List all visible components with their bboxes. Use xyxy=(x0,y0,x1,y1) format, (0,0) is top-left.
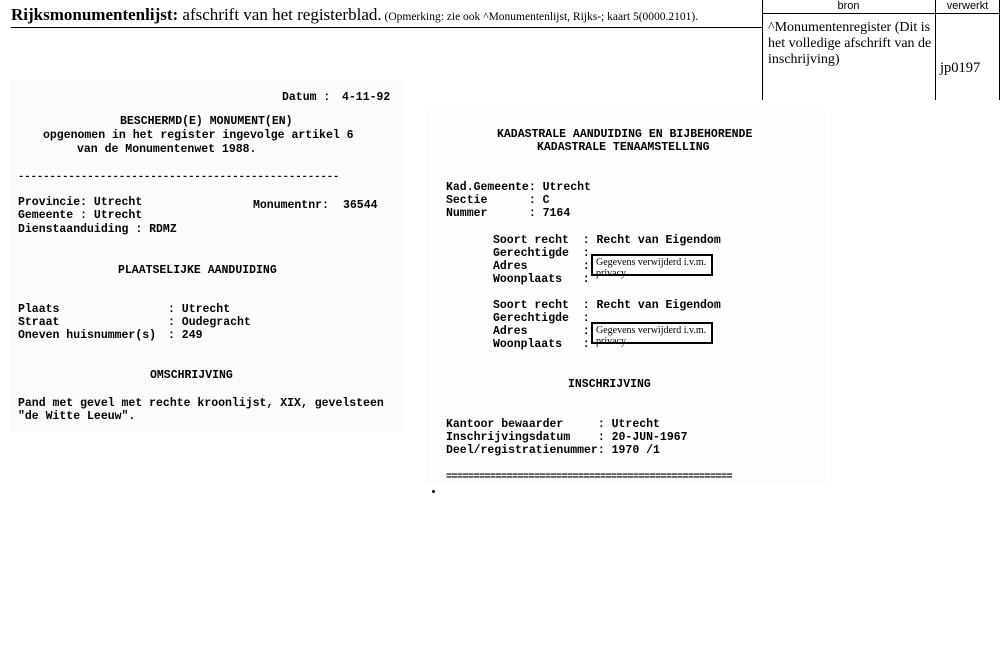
deel-registratienummer: Deel/registratienummer: 1970 /1 xyxy=(446,444,660,457)
kadastrale-heading-2: KADASTRALE TENAAMSTELLING xyxy=(537,141,710,154)
gemeente: Gemeente : Utrecht xyxy=(18,209,143,222)
straat-value: : Oudegracht xyxy=(168,316,251,329)
plaatselijke-heading: PLAATSELIJKE AANDUIDING xyxy=(118,264,277,277)
plaats-label: Plaats xyxy=(18,303,60,316)
right-separator: ==================================================== xyxy=(446,472,733,483)
left-heading-3: van de Monumentenwet 1988. xyxy=(77,143,257,156)
datum-value: 4-11-92 xyxy=(342,91,391,104)
huisnummer-value: : 249 xyxy=(168,329,203,342)
monumentnr-value: 36544 xyxy=(343,199,378,212)
left-heading-1: BESCHERMD(E) MONUMENT(EN) xyxy=(120,115,293,128)
nummer: Nummer : 7164 xyxy=(446,207,571,220)
sectie: Sectie : C xyxy=(446,194,550,207)
title-note: (Opmerking: zie ook ^Monumentenlijst, Rijks-; kaart 5(0000.2101). xyxy=(381,11,699,23)
soort-recht-1: Soort recht : Recht van Eigendom xyxy=(493,234,721,247)
gerechtigde-2: Gerechtigde : xyxy=(493,312,590,325)
privacy-redaction-1: Gegevens verwijderd i.v.m. privacy xyxy=(591,254,713,276)
provincie: Provincie: Utrecht xyxy=(18,196,143,209)
table-border-left xyxy=(762,0,763,100)
adres-2: Adres : xyxy=(493,325,590,338)
title-rest: afschrift van het registerblad. xyxy=(178,5,382,24)
adres-1: Adres : xyxy=(493,260,590,273)
omschrijving-line-1: Pand met gevel met rechte kroonlijst, XIX, gevelsteen xyxy=(18,397,384,410)
table-header-rule xyxy=(762,13,1000,14)
inschrijving-heading: INSCHRIJVING xyxy=(568,378,651,391)
woonplaats-2: Woonplaats : xyxy=(493,338,590,351)
bron-value: ^Monumentenregister (Dit is het volledige afschrift van de inschrijving) xyxy=(768,20,932,67)
monumentnr-label: Monumentnr: xyxy=(253,199,329,212)
plaats-value: : Utrecht xyxy=(168,303,231,316)
kadastrale-heading-1: KADASTRALE AANDUIDING EN BIJBEHORENDE xyxy=(497,128,753,141)
inschrijvingsdatum: Inschrijvingsdatum : 20-JUN-1967 xyxy=(446,431,688,444)
document-title xyxy=(11,5,698,25)
header-bron: bron xyxy=(837,0,860,12)
scan-speck xyxy=(432,490,435,493)
omschrijving-line-2: "de Witte Leeuw". xyxy=(18,410,136,423)
woonplaats-1: Woonplaats : xyxy=(493,273,590,286)
huisnummer-label: Oneven huisnummer(s) xyxy=(18,329,157,342)
privacy-redaction-2: Gegevens verwijderd i.v.m. privacy xyxy=(591,322,713,344)
soort-recht-2: Soort recht : Recht van Eigendom xyxy=(493,299,721,312)
title-underline xyxy=(11,27,763,28)
kantoor-bewaarder: Kantoor bewaarder : Utrecht xyxy=(446,418,660,431)
gerechtigde-1: Gerechtigde : xyxy=(493,247,590,260)
header-verwerkt: verwerkt xyxy=(946,0,989,12)
datum-label: Datum : xyxy=(282,91,331,104)
straat-label: Straat xyxy=(18,316,60,329)
left-heading-2: opgenomen in het register ingevolge artikel 6 xyxy=(43,129,354,142)
meta-table xyxy=(762,0,1000,100)
left-separator: --------------------------------------------------- xyxy=(18,171,340,183)
kad-gemeente: Kad.Gemeente: Utrecht xyxy=(446,181,591,194)
title-bold: Rijksmonumentenlijst: xyxy=(11,5,179,24)
omschrijving-heading: OMSCHRIJVING xyxy=(150,369,233,382)
dienstaanduiding: Dienstaanduiding : RDMZ xyxy=(18,223,177,236)
verwerkt-value: jp0197 xyxy=(940,60,981,76)
table-border-middle xyxy=(935,0,936,100)
